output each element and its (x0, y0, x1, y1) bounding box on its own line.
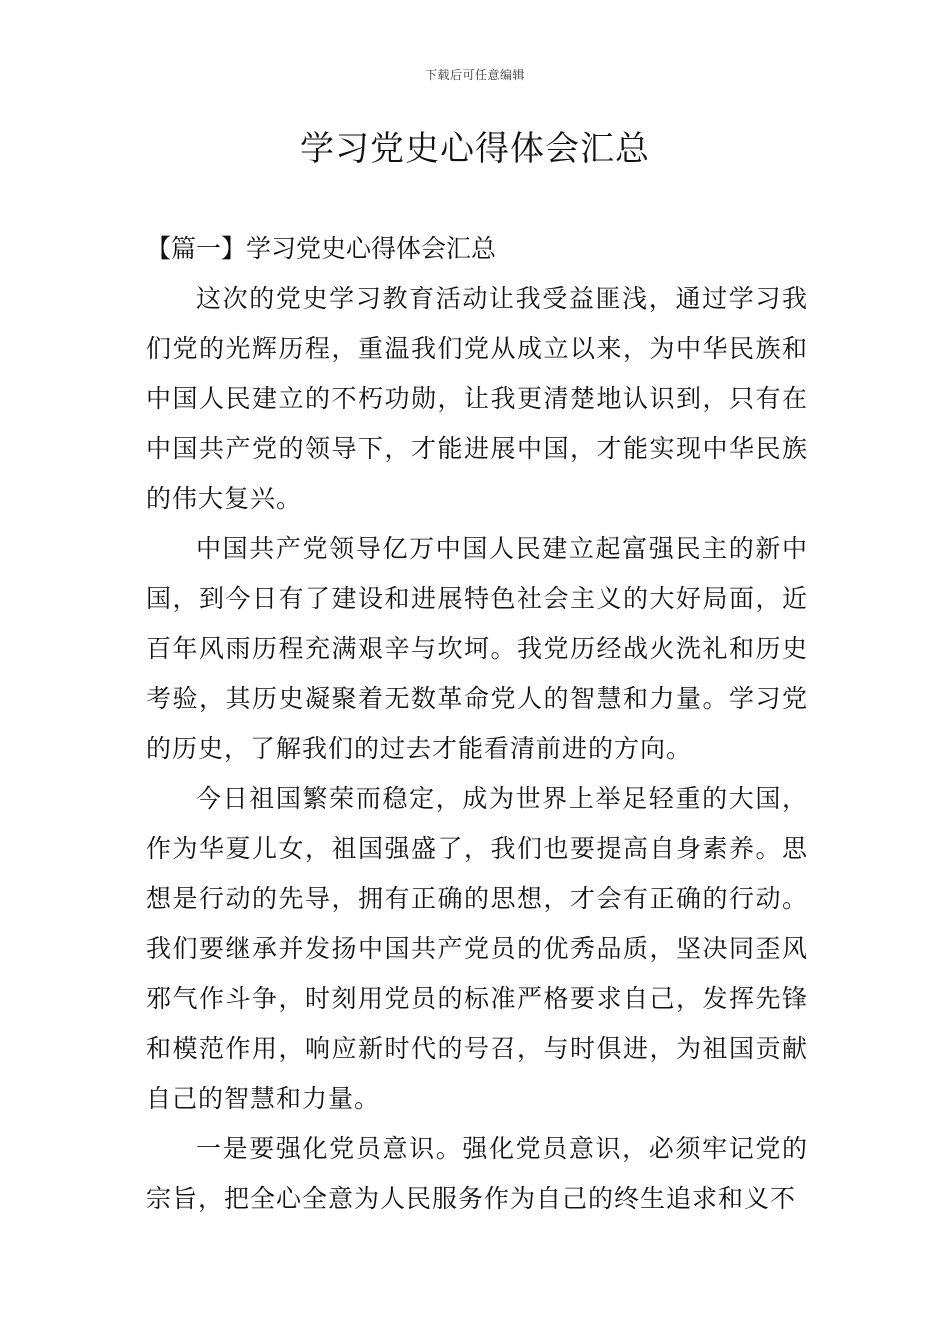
page-header-note: 下载后可任意编辑 (424, 68, 525, 82)
paragraph-2: 中国共产党领导亿万中国人民建立起富强民主的新中国，到今日有了建设和进展特色社会主义的大好局面，近百年风雨历程充满艰辛与坎坷。我党历经战火洗礼和历史考验，其历史凝聚着无数革命党人的智慧和力量。学习党的历史，了解我们的过去才能看清前进的方向。 (146, 534, 808, 763)
document-body (146, 224, 808, 1224)
paragraph-4: 一是要强化党员意识。强化党员意识，必须牢记党的宗旨，把全心全意为人民服务作为自己的终生追求和义不 (146, 1134, 808, 1213)
section-heading: 【篇一】学习党史心得体会汇总 (146, 234, 497, 263)
document-title: 学习党史心得体会汇总 (300, 129, 650, 169)
paragraph-3: 今日祖国繁荣而稳定，成为世界上举足轻重的大国，作为华夏儿女，祖国强盛了，我们也要提高自身素养。思想是行动的先导，拥有正确的思想，才会有正确的行动。我们要继承并发扬中国共产党员的优秀品质，坚决同歪风邪气作斗争，时刻用党员的标准严格要求自己，发挥先锋和模范作用，响应新时代的号召，与时俱进，为祖国贡献自己的智慧和力量。 (146, 784, 808, 1113)
paragraph-1: 这次的党史学习教育活动让我受益匪浅，通过学习我们党的光辉历程，重温我们党从成立以来，为中华民族和中国人民建立的不朽功勋，让我更清楚地认识到，只有在中国共产党的领导下，才能进展中国，才能实现中华民族的伟大复兴。 (146, 284, 808, 513)
